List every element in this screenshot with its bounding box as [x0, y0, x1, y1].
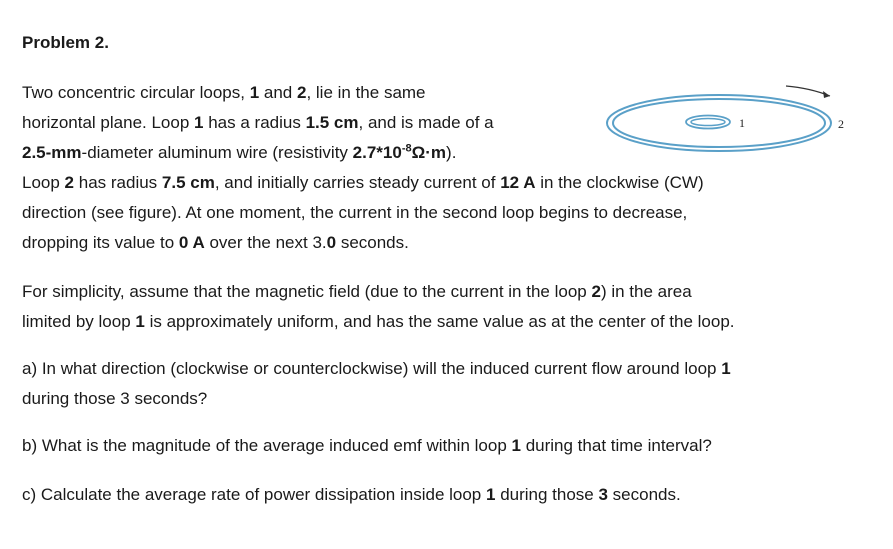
text: in the clockwise (CW) [535, 173, 704, 192]
question-a-line-2: during those 3 seconds? [22, 389, 208, 408]
question-a-line-1 [22, 359, 731, 379]
text: dropping its value to [22, 233, 179, 252]
text: -diameter aluminum wire (resistivity [81, 143, 353, 162]
paragraph-2-line-1 [22, 282, 692, 302]
concentric-loops-figure [600, 78, 860, 168]
loop-1-ref: 1 [486, 485, 496, 504]
resistivity-exponent: -8 [401, 142, 412, 155]
text: limited by loop [22, 312, 136, 331]
text: Loop [22, 173, 65, 192]
text: Two concentric circular loops, [22, 83, 250, 102]
current-direction-arrow [786, 86, 830, 96]
text: , and initially carries steady current of [214, 173, 501, 192]
text: horizontal plane. Loop [22, 113, 195, 132]
text: , and is made of a [358, 113, 494, 132]
problem-title: Problem 2. [22, 33, 109, 52]
paragraph-1-line-3 [22, 143, 456, 163]
text: a) In what direction (clockwise or counterclockwise) will the induced current flow around loop [22, 359, 722, 378]
text: during those [495, 485, 599, 504]
text: over the next 3. [204, 233, 327, 252]
loop-2-ref: 2 [296, 83, 307, 102]
paragraph-1-line-6 [22, 233, 409, 253]
loop-2-label: 2 [838, 117, 844, 131]
loop-1-inner-edge [691, 119, 725, 126]
wire-diameter: 2.5-mm [22, 143, 82, 162]
loop-1-outer-edge [686, 116, 730, 129]
text: is approximately uniform, and has the same value as at the center of the loop. [144, 312, 735, 331]
resistivity-unit: Ω·m [411, 143, 447, 162]
loop-2-inner-edge [613, 99, 825, 147]
time-value: 3 [598, 485, 608, 504]
loop-1-ref: 1 [194, 113, 204, 132]
text: For simplicity, assume that the magnetic field (due to the current in the loop [22, 282, 592, 301]
text: during that time interval? [520, 436, 712, 455]
final-current: 0 A [178, 233, 205, 252]
paragraph-1-line-1 [22, 83, 426, 103]
text: seconds. [607, 485, 681, 504]
loop-1-label: 1 [739, 116, 745, 130]
loop-2-ref: 2 [64, 173, 75, 192]
text: ). [446, 143, 457, 162]
loop-1-ref: 1 [249, 83, 260, 102]
time-digit: 0 [326, 233, 337, 252]
resistivity-value: 2.7*10 [352, 143, 402, 162]
text: c) Calculate the average rate of power dissipation inside loop [22, 485, 486, 504]
loop-1-ref: 1 [721, 359, 731, 378]
loop-2-ref: 2 [591, 282, 601, 301]
text: and [259, 83, 297, 102]
text: ) in the area [600, 282, 692, 301]
loops-diagram [600, 78, 860, 168]
text: has radius [74, 173, 162, 192]
loop-1-ref: 1 [511, 436, 521, 455]
loop-1-radius: 1.5 cm [305, 113, 359, 132]
question-c [22, 485, 681, 505]
text: seconds. [336, 233, 409, 252]
loop-2-outer-edge [607, 95, 831, 151]
arrow-head [823, 91, 830, 98]
paragraph-1-line-2 [22, 113, 494, 133]
text: has a radius [203, 113, 306, 132]
text: , lie in the same [306, 83, 426, 102]
loop-2-radius: 7.5 cm [161, 173, 215, 192]
question-b [22, 436, 712, 456]
paragraph-1-line-5: direction (see figure). At one moment, the current in the second loop begins to decrease, [22, 203, 688, 222]
initial-current: 12 A [500, 173, 536, 192]
text: b) What is the magnitude of the average induced emf within loop [22, 436, 512, 455]
paragraph-1-line-4 [22, 173, 704, 193]
loop-1-ref: 1 [135, 312, 145, 331]
paragraph-2-line-2 [22, 312, 735, 332]
